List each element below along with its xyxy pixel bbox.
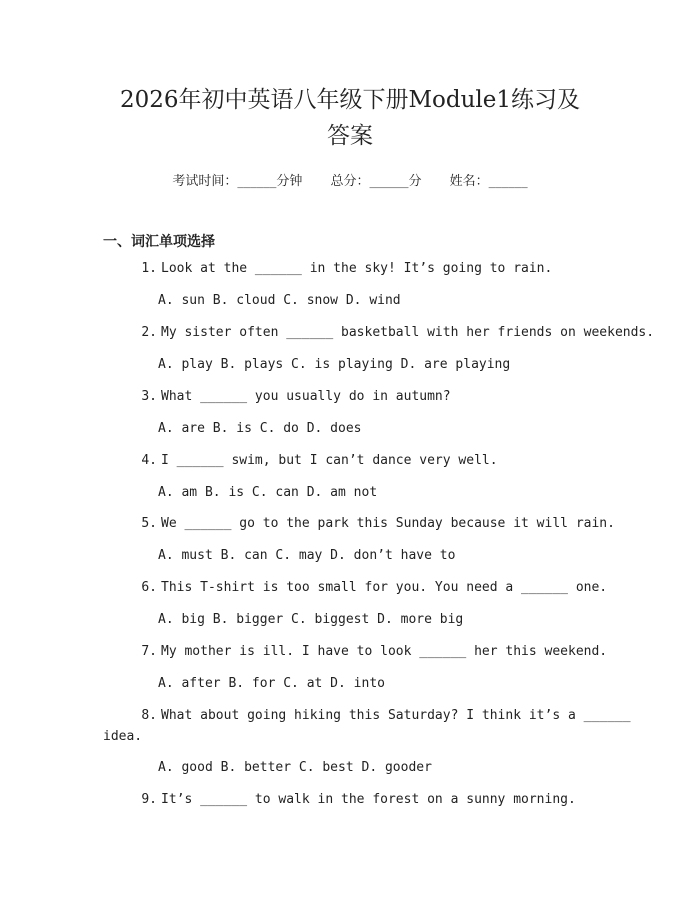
exam-info (0, 170, 700, 189)
student-name: 姓名：______ (449, 174, 528, 189)
question-text: What ______ you usually do in autumn? (161, 389, 451, 404)
question-8 (103, 706, 663, 726)
question-text: I ______ swim, but I can’t dance very well. (161, 453, 498, 468)
question-number: 7. (141, 644, 157, 659)
title-line-2: 答案 (327, 123, 373, 149)
question-text: My mother is ill. I have to look ______ her this weekend. (161, 644, 608, 659)
question-number: 9. (141, 792, 157, 807)
section-heading: 一、词汇单项选择 (103, 234, 215, 250)
question-6-options: A. big B. bigger C. biggest D. more big (158, 612, 464, 627)
question-number: 1. (141, 261, 157, 276)
question-number: 6. (141, 580, 157, 595)
question-number: 5. (141, 516, 157, 531)
total-score: 总分：______分 (330, 174, 422, 189)
document-title (60, 82, 640, 154)
question-8-continuation: idea. (103, 729, 143, 744)
question-9 (103, 790, 663, 810)
question-5 (103, 514, 663, 534)
question-text: It’s ______ to walk in the forest on a sunny morning. (161, 792, 576, 807)
question-number: 4. (141, 453, 157, 468)
question-text: We ______ go to the park this Sunday because it will rain. (161, 516, 615, 531)
question-text: Look at the ______ in the sky! It’s going to rain. (161, 261, 553, 276)
question-number: 8. (141, 708, 157, 723)
question-text: This T-shirt is too small for you. You need a ______ one. (161, 580, 608, 595)
question-1-options: A. sun B. cloud C. snow D. wind (158, 293, 401, 308)
question-number: 3. (141, 389, 157, 404)
question-3-options: A. are B. is C. do D. does (158, 421, 362, 436)
question-4 (103, 451, 603, 471)
question-3 (103, 387, 603, 407)
title-line-1: 2026年初中英语八年级下册Module1练习及 (119, 87, 581, 113)
question-2 (103, 323, 663, 343)
question-1 (103, 259, 603, 279)
exam-time: 考试时间：______分钟 (172, 174, 303, 189)
question-4-options: A. am B. is C. can D. am not (158, 485, 378, 500)
question-6 (103, 578, 663, 598)
question-5-options: A. must B. can C. may D. don’t have to (158, 548, 456, 563)
question-number: 2. (141, 325, 157, 340)
question-text: My sister often ______ basketball with her friends on weekends. (161, 325, 655, 340)
question-8-options: A. good B. better C. best D. gooder (158, 760, 432, 775)
question-2-options: A. play B. plays C. is playing D. are playing (158, 357, 511, 372)
question-7 (103, 642, 663, 662)
question-text: What about going hiking this Saturday? I think it’s a ______ (161, 708, 631, 723)
question-7-options: A. after B. for C. at D. into (158, 676, 385, 691)
